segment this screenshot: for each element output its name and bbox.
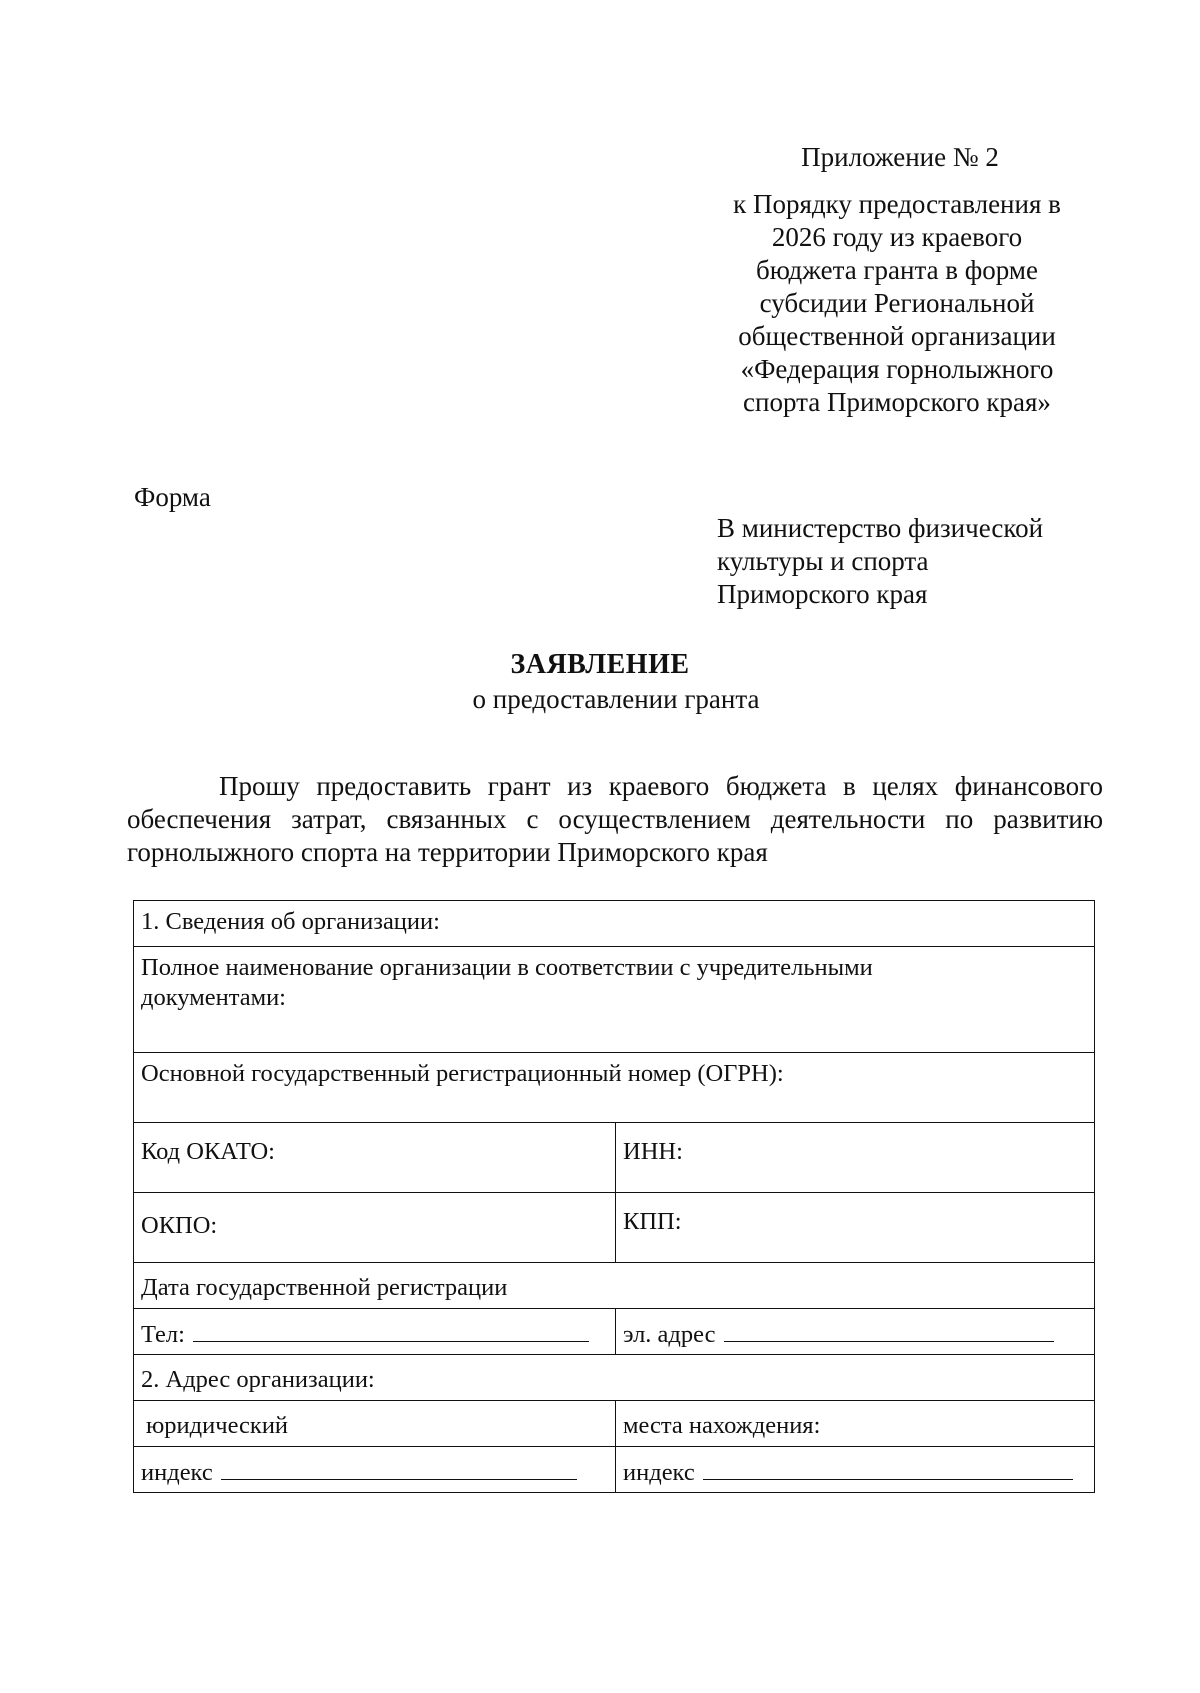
table-row xyxy=(134,947,1095,1053)
okpo-label: ОКПО: xyxy=(141,1212,218,1239)
table-row xyxy=(134,1263,1095,1309)
recipient-line: В министерство физической xyxy=(717,513,1044,543)
table-row xyxy=(134,1309,1095,1355)
recipient-line: культуры и спорта xyxy=(717,546,929,576)
table-row xyxy=(134,1401,1095,1447)
phone-label: Тел: xyxy=(141,1321,185,1348)
kpp-label: КПП: xyxy=(623,1208,682,1235)
location-address-label: места нахождения: xyxy=(623,1412,821,1439)
email-field[interactable] xyxy=(616,1309,1095,1355)
form-label: Форма xyxy=(134,482,211,512)
email-input-line[interactable] xyxy=(724,1319,1054,1342)
table-row xyxy=(134,901,1095,947)
location-index-field[interactable] xyxy=(616,1447,1095,1493)
table-row xyxy=(134,1053,1095,1123)
location-index-input-line[interactable] xyxy=(703,1457,1073,1480)
annex-line: 2026 году из краевого xyxy=(771,222,1023,252)
okpo-field[interactable] xyxy=(134,1193,616,1263)
organization-info-table xyxy=(133,900,1095,1493)
annex-line: «Федерация горнолыжного xyxy=(740,354,1054,384)
inn-field[interactable] xyxy=(616,1123,1095,1193)
table-row xyxy=(134,1447,1095,1493)
legal-index-field[interactable] xyxy=(134,1447,616,1493)
ogrn-label: Основной государственный регистрационный номер (ОГРН): xyxy=(141,1060,784,1087)
annex-line: бюджета гранта в форме xyxy=(756,255,1038,285)
table-row xyxy=(134,1123,1095,1193)
email-label: эл. адрес xyxy=(623,1321,716,1348)
annex-reference xyxy=(712,188,1082,419)
legal-index-input-line[interactable] xyxy=(221,1457,577,1480)
registration-date-field[interactable] xyxy=(134,1263,1095,1309)
section1-heading: 1. Сведения об организации: xyxy=(134,901,1095,947)
annex-line: к Порядку предоставления в xyxy=(733,189,1061,219)
inn-label: ИНН: xyxy=(623,1138,683,1165)
legal-address-label: юридический xyxy=(146,1412,289,1439)
legal-index-label: индекс xyxy=(141,1459,213,1486)
registration-date-label: Дата государственной регистрации xyxy=(141,1274,508,1301)
request-paragraph: Прошу предоставить грант из краевого бюджета в целях финансового обеспечения затрат, связанных с осуществлением деятельности по развитию горнолыжного спорта на территории Приморского края xyxy=(127,771,1103,867)
location-address-header xyxy=(616,1401,1095,1447)
ogrn-field[interactable] xyxy=(134,1053,1095,1123)
recipient-block xyxy=(717,512,1043,611)
annex-line: спорта Приморского края» xyxy=(743,387,1051,417)
full-name-field[interactable] xyxy=(134,947,1095,1053)
phone-field[interactable] xyxy=(134,1309,616,1355)
full-name-label: Полное наименование организации в соответствии с учредительными документами: xyxy=(141,954,873,1011)
annex-line: общественной организации xyxy=(738,321,1056,351)
okato-label: Код ОКАТО: xyxy=(141,1138,275,1165)
section2-heading: 2. Адрес организации: xyxy=(134,1355,1095,1401)
document-title: ЗАЯВЛЕНИЕ xyxy=(510,649,690,680)
table-row xyxy=(134,1355,1095,1401)
annex-line: субсидии Региональной xyxy=(759,288,1035,318)
table-row xyxy=(134,1193,1095,1263)
legal-address-header xyxy=(134,1401,616,1447)
document-subtitle: о предоставлении гранта xyxy=(472,684,760,714)
okato-field[interactable] xyxy=(134,1123,616,1193)
kpp-field[interactable] xyxy=(616,1193,1095,1263)
location-index-label: индекс xyxy=(623,1459,695,1486)
phone-input-line[interactable] xyxy=(193,1319,589,1342)
recipient-line: Приморского края xyxy=(717,579,928,609)
annex-title: Приложение № 2 xyxy=(801,142,999,172)
